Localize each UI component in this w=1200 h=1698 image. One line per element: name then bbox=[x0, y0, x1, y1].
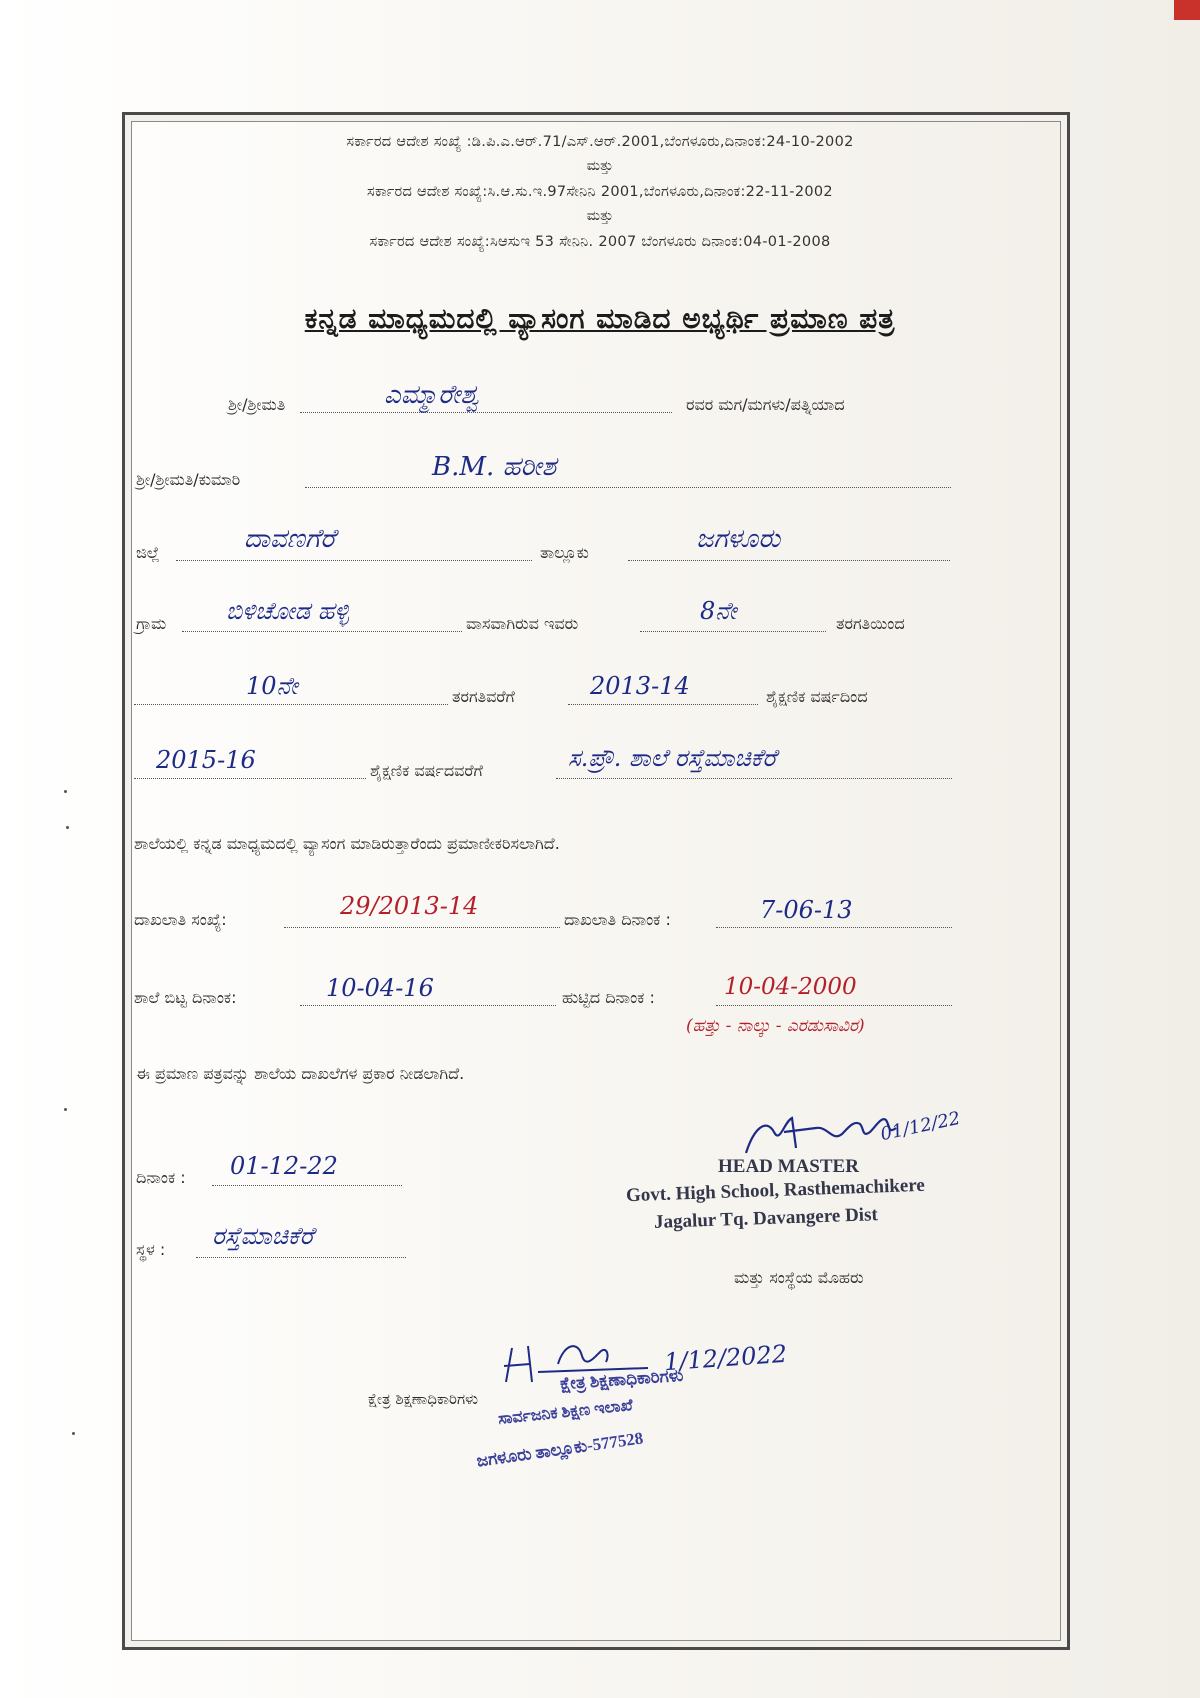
certificate-title: ಕನ್ನಡ ಮಾಧ್ಯಮದಲ್ಲಿ ವ್ಯಾಸಂಗ ಮಾಡಿದ ಅಭ್ಯರ್ಥಿ ಪ್ರಮಾಣ ಪತ್ರ bbox=[304, 302, 896, 335]
red-corner-mark bbox=[1174, 0, 1200, 20]
from-class-label: ತರಗತಿಯಿಂದ bbox=[836, 614, 905, 633]
to-class-value: 10ನೇ bbox=[246, 672, 298, 700]
school-value: ಸ.ಪ್ರೌ. ಶಾಲೆ ರಸ್ತೆಮಾಚಿಕೆರೆ bbox=[568, 744, 777, 772]
candidate-name-value: B.M. ಹರೀಶ bbox=[432, 452, 557, 482]
medium-statement: ಶಾಲೆಯಲ್ಲಿ ಕನ್ನಡ ಮಾಧ್ಯಮದಲ್ಲಿ ವ್ಯಾಸಂಗ ಮಾಡಿರುತ್ತಾರೆಂದು ಪ್ರಮಾಣೀಕರಿಸಲಾಗಿದೆ. bbox=[134, 834, 560, 853]
leaving-date-label: ಶಾಲೆ ಬಿಟ್ಟ ದಿನಾಂಕ: bbox=[134, 988, 237, 1007]
education-officer-stamp-department: ಸಾರ್ವಜನಿಕ ಶಿಕ್ಷಣ ಇಲಾಖೆ bbox=[497, 1396, 634, 1429]
district-label: ಜಿಲ್ಲೆ bbox=[136, 543, 160, 562]
to-year-label: ಶೈಕ್ಷಣಿಕ ವರ್ಷದವರೆಗೆ bbox=[370, 761, 483, 780]
parent-fill-line bbox=[300, 412, 672, 413]
admission-date-label: ದಾಖಲಾತಿ ದಿನಾಂಕ : bbox=[564, 910, 671, 929]
paper-speck bbox=[72, 1432, 75, 1435]
paper-speck bbox=[66, 826, 69, 829]
issue-date-fill-line bbox=[212, 1185, 402, 1186]
issue-date-label: ದಿನಾಂಕ : bbox=[136, 1168, 186, 1187]
candidate-fill-line bbox=[305, 487, 951, 488]
admission-number-label: ದಾಖಲಾತಿ ಸಂಖ್ಯೆ: bbox=[134, 910, 227, 929]
education-officer-sign-date: 1/12/2022 bbox=[663, 1339, 788, 1377]
candidate-label: ಶ್ರೀ/ಶ್ರೀಮತಿ/ಕುಮಾರಿ bbox=[136, 470, 241, 489]
paper-speck bbox=[64, 1108, 67, 1111]
place-label: ಸ್ಥಳ : bbox=[136, 1240, 166, 1259]
district-value: ದಾವಣಗೆರೆ bbox=[244, 524, 336, 554]
from-year-value: 2013-14 bbox=[590, 672, 690, 700]
from-class-value: 8ನೇ bbox=[700, 597, 737, 625]
residing-label: ವಾಸವಾಗಿರುವ ಇವರು bbox=[466, 614, 579, 633]
head-master-stamp-school: Govt. High School, Rasthemachikere bbox=[625, 1174, 926, 1207]
parent-name-value: ಎಮ್ಮಾರೇಶ್ವ bbox=[384, 380, 480, 410]
issue-date-value: 01-12-22 bbox=[230, 1152, 338, 1180]
certificate-frame bbox=[122, 112, 1070, 1650]
admission-date-fill-line bbox=[716, 927, 952, 928]
to-class-fill-line bbox=[134, 704, 448, 705]
paper-speck bbox=[64, 790, 67, 793]
parent-label: ಶ್ರೀ/ಶ್ರೀಮತಿ bbox=[228, 395, 286, 414]
government-order-1: ಸರ್ಕಾರದ ಆದೇಶ ಸಂಖ್ಯೆ :ಡಿ.ಪಿ.ಎ.ಆರ್.71/ಎಸ್.ಆರ್.2001,ಬೆಂಗಳೂರು,ದಿನಾಂಕ:24-10-2002 bbox=[346, 134, 854, 150]
place-fill-line bbox=[196, 1257, 406, 1258]
education-officer-caption: ಕ್ಷೇತ್ರ ಶಿಕ್ಷಣಾಧಿಕಾರಿಗಳು bbox=[368, 1390, 478, 1408]
village-value: ಬಿಳಿಚೋಡ ಹಳ್ಳಿ bbox=[226, 597, 349, 625]
head-master-stamp-address: Jagalur Tq. Davangere Dist bbox=[653, 1204, 879, 1233]
to-class-label: ತರಗತಿವರೆಗೆ bbox=[452, 687, 515, 706]
admission-number-value: 29/2013-14 bbox=[340, 892, 479, 920]
leaving-date-fill-line bbox=[300, 1005, 556, 1006]
education-officer-stamp-title: ಕ್ಷೇತ್ರ ಶಿಕ್ಷಣಾಧಿಕಾರಿಗಳು bbox=[559, 1365, 684, 1394]
school-fill-line bbox=[556, 778, 952, 779]
birth-date-label: ಹುಟ್ಟಿದ ದಿನಾಂಕ : bbox=[562, 988, 655, 1007]
and-connector-2: ಮತ್ತು bbox=[586, 208, 614, 224]
taluk-fill-line bbox=[628, 560, 950, 561]
village-fill-line bbox=[182, 631, 462, 632]
taluk-label: ತಾಲ್ಲೂಕು bbox=[540, 543, 589, 562]
leaving-date-value: 10-04-16 bbox=[326, 974, 434, 1002]
place-value: ರಸ್ತೆಮಾಚಿಕೆರೆ bbox=[212, 1222, 314, 1250]
government-order-3: ಸರ್ಕಾರದ ಆದೇಶ ಸಂಖ್ಯೆ:ಸಿಆಸುಇ 53 ಸೇನಿನಿ. 2007 ಬೆಂಗಳೂರು ದಿನಾಂಕ:04-01-2008 bbox=[369, 234, 831, 250]
admission-number-fill-line bbox=[284, 927, 560, 928]
from-year-label: ಶೈಕ್ಷಣಿಕ ವರ್ಷದಿಂದ bbox=[766, 687, 868, 706]
birth-date-value: 10-04-2000 bbox=[724, 974, 857, 1000]
birth-date-fill-line bbox=[716, 1005, 952, 1006]
admission-date-value: 7-06-13 bbox=[760, 896, 853, 924]
government-order-2: ಸರ್ಕಾರದ ಆದೇಶ ಸಂಖ್ಯೆ:ಸಿ.ಆ.ಸು.ಇ.97ಸೇನಿನಿ 2001,ಬೆಂಗಳೂರು,ದಿನಾಂಕ:22-11-2002 bbox=[367, 184, 833, 200]
institution-seal-caption: ಮತ್ತು ಸಂಸ್ಥೆಯ ಮೊಹರು bbox=[734, 1268, 864, 1287]
issued-statement: ಈ ಪ್ರಮಾಣ ಪತ್ರವನ್ನು ಶಾಲೆಯ ದಾಖಲೆಗಳ ಪ್ರಕಾರ ನೀಡಲಾಗಿದೆ. bbox=[136, 1064, 465, 1083]
to-year-fill-line bbox=[134, 778, 366, 779]
birth-date-in-words: (ಹತ್ತು - ನಾಲ್ಕು - ಎರಡುಸಾವಿರ) bbox=[686, 1016, 865, 1036]
from-year-fill-line bbox=[568, 704, 758, 705]
from-class-fill-line bbox=[640, 631, 826, 632]
head-master-stamp-title: HEAD MASTER bbox=[718, 1156, 859, 1177]
to-year-value: 2015-16 bbox=[156, 746, 256, 774]
and-connector-1: ಮತ್ತು bbox=[586, 158, 614, 174]
head-master-sign-date: 01/12/22 bbox=[878, 1107, 963, 1146]
education-officer-stamp-address: ಜಗಳೂರು ತಾಲ್ಲೂಕು-577528 bbox=[475, 1428, 645, 1471]
village-label: ಗ್ರಾಮ bbox=[136, 614, 167, 633]
district-fill-line bbox=[176, 560, 532, 561]
taluk-value: ಜಗಳೂರು bbox=[696, 524, 781, 554]
relation-label: ರವರ ಮಗ/ಮಗಳು/ಪತ್ನಿಯಾದ bbox=[686, 395, 845, 414]
